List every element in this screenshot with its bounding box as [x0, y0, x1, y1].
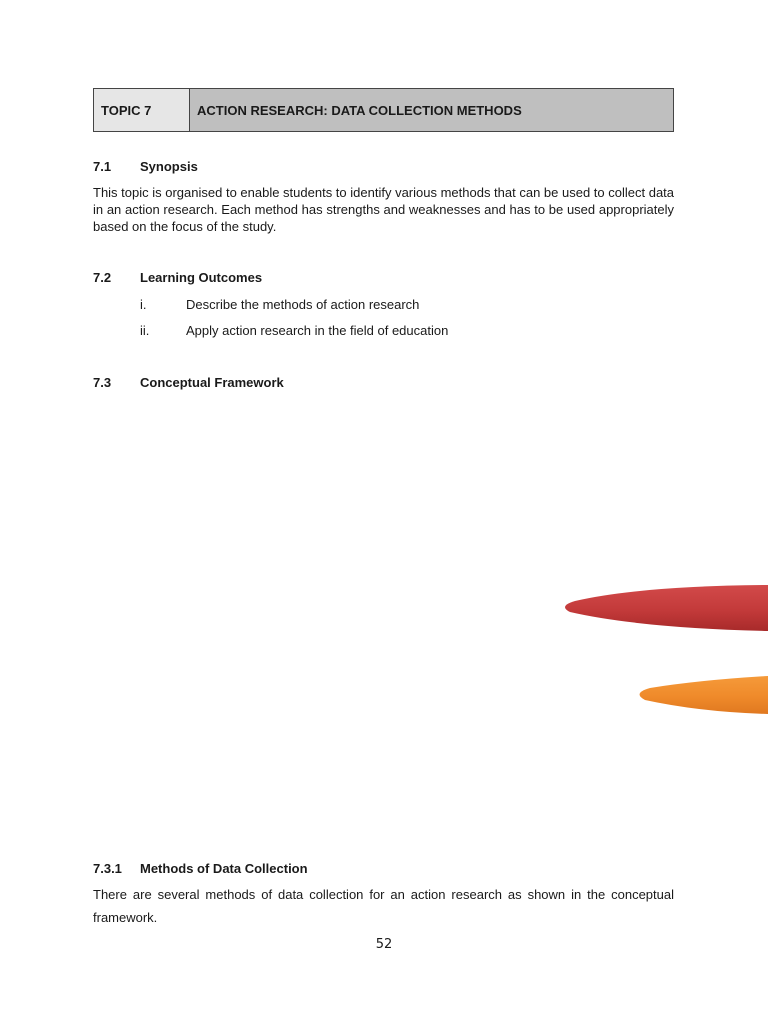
learning-outcomes-heading — [93, 270, 262, 285]
list-item — [140, 297, 419, 312]
section-number: 7.1 — [93, 159, 112, 174]
list-text: Apply action research in the field of education — [186, 323, 449, 338]
list-text: Describe the methods of action research — [186, 297, 420, 312]
section-number: 7.2 — [93, 270, 112, 285]
synopsis-paragraph: This topic is organised to enable students to identify various methods that can be used to collect data in an action research. Each method has strengths and weaknesses and has to be used appropriately based on the focus of the study. — [93, 185, 675, 234]
conceptual-framework-heading — [93, 375, 284, 390]
list-marker: ii. — [140, 323, 150, 338]
topic-number: TOPIC 7 — [94, 89, 190, 131]
section-number: 7.3.1 — [93, 861, 122, 876]
list-marker: i. — [140, 297, 147, 312]
topic-title: ACTION RESEARCH: DATA COLLECTION METHODS — [190, 89, 673, 131]
topic-header-table — [93, 88, 674, 132]
methods-heading — [93, 861, 308, 876]
section-title: Methods of Data Collection — [140, 861, 308, 876]
orange-arrow-shape — [640, 676, 768, 714]
synopsis-heading — [93, 159, 198, 174]
section-title: Conceptual Framework — [140, 375, 284, 390]
red-arrow-shape — [565, 585, 768, 631]
section-number: 7.3 — [93, 375, 112, 390]
methods-paragraph: There are several methods of data collection for an action research as shown in the conceptual framework. — [93, 887, 674, 925]
page-number: 52 — [375, 937, 393, 952]
list-item — [140, 323, 448, 338]
section-title: Synopsis — [140, 159, 198, 174]
conceptual-framework-diagram — [93, 400, 768, 840]
section-title: Learning Outcomes — [140, 270, 263, 285]
